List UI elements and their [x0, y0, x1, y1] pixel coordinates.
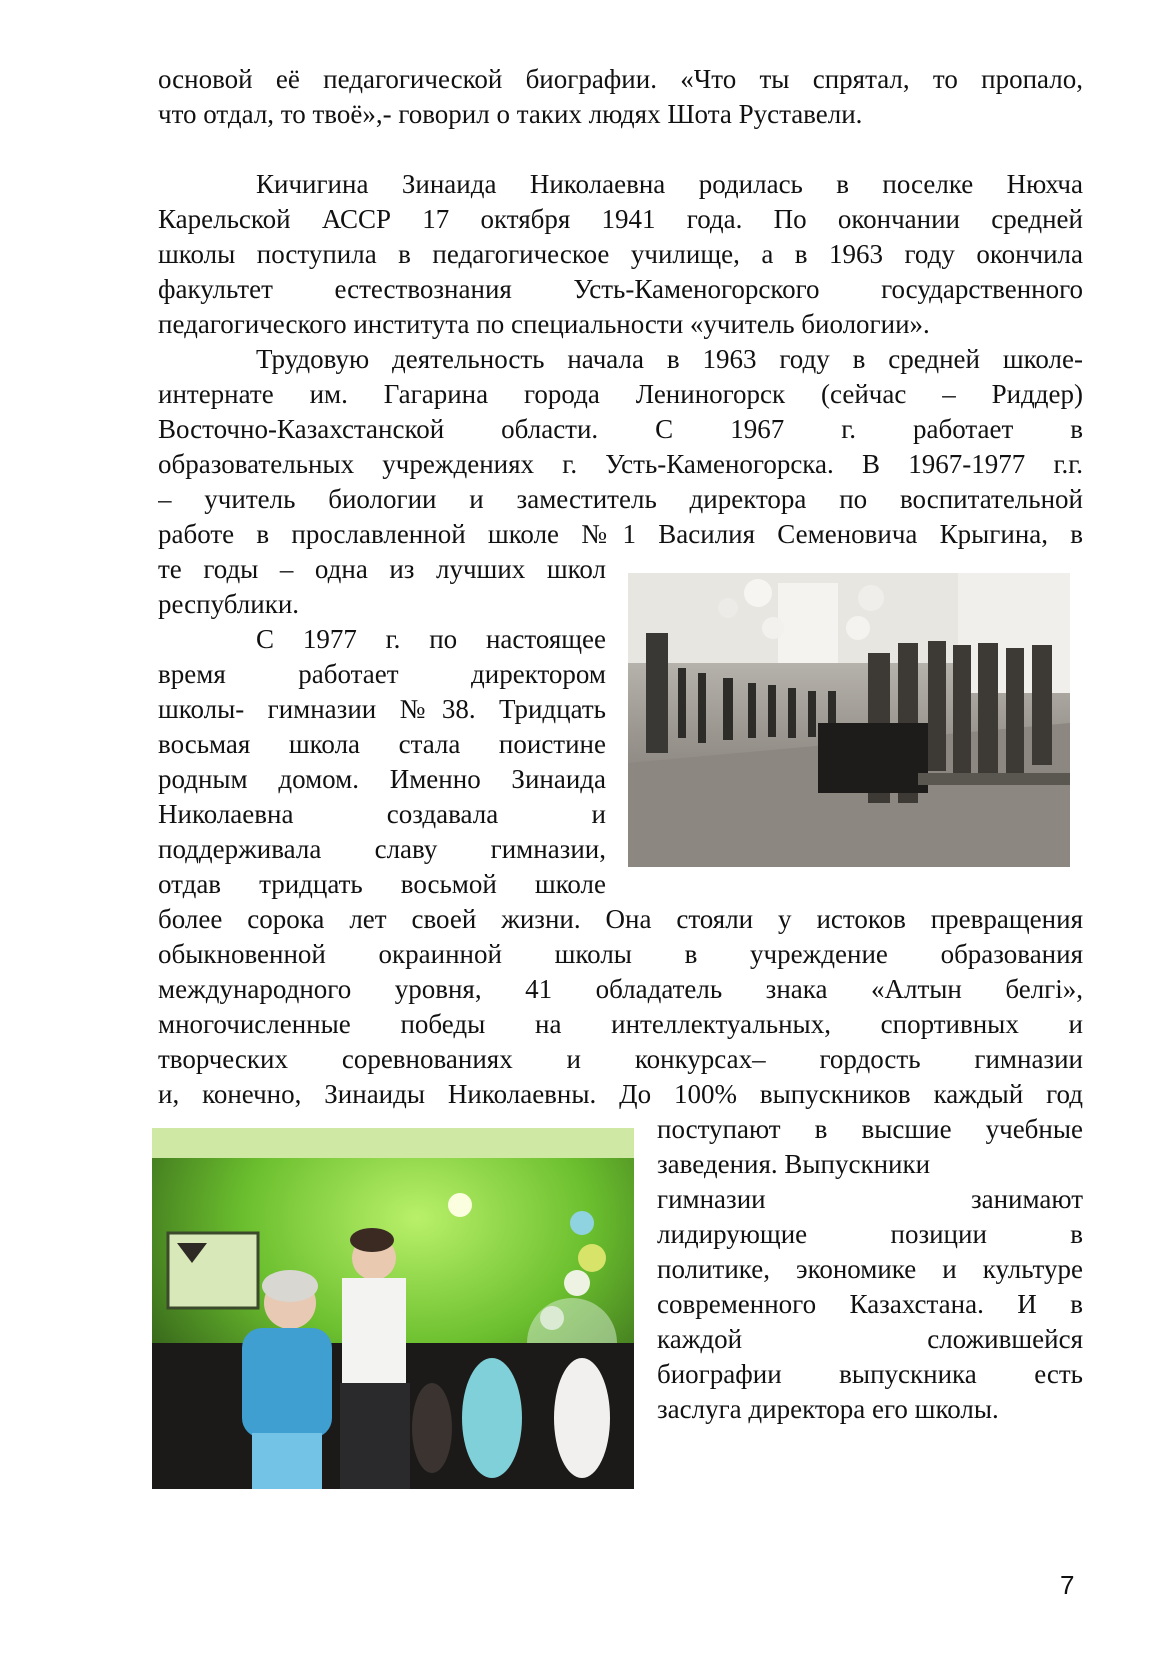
text-line: биографии выпускника есть	[657, 1359, 1083, 1389]
text-line: работе в прославленной школе №1 Василия Семеновича Крыгина, в	[158, 519, 1083, 549]
text-line: каждой сложившейся	[657, 1324, 1083, 1354]
text-line: творческих соревнованиях и конкурсах– гордость гимназии	[158, 1044, 1083, 1074]
text-line: лидирующие позиции в	[657, 1219, 1083, 1249]
text-line: те годы – одна из лучших школ	[158, 554, 606, 584]
text-line: обыкновенной окраинной школы в учреждение образования	[158, 939, 1083, 969]
text-line: и, конечно, Зинаиды Николаевны. До 100% выпускников каждый год	[158, 1079, 1083, 1109]
text-line: многочисленные победы на интеллектуальных, спортивных и	[158, 1009, 1083, 1039]
graduation-dance-photo-art	[152, 1128, 634, 1489]
text-line: Кичигина Зинаида Николаевна родилась в поселке Нюхча	[256, 169, 1083, 199]
school-assembly-photo-art	[628, 573, 1070, 867]
page-number: 7	[1060, 1570, 1075, 1600]
text-line: Трудовую деятельность начала в 1963 году в средней школе-	[256, 344, 1083, 374]
text-line: отдав тридцать восьмой школе	[158, 869, 606, 899]
text-line: время работает директором	[158, 659, 606, 689]
text-line: восьмая школа стала поистине	[158, 729, 606, 759]
text-line: Восточно-Казахстанской области. С 1967 г. работает в	[158, 414, 1083, 444]
text-line: более сорока лет своей жизни. Она стояли у истоков превращения	[158, 904, 1083, 934]
text-line: основой её педагогической биографии. «Что ты спрятал, то пропало,	[158, 64, 1083, 94]
text-line: Карельской АССР 17 октября 1941 года. По окончании средней	[158, 204, 1083, 234]
text-line: факультет естествознания Усть-Каменогорского государственного	[158, 274, 1083, 304]
text-line: гимназии занимают	[657, 1184, 1083, 1214]
text-line: родным домом. Именно Зинаида	[158, 764, 606, 794]
text-line: педагогического института по специальности «учитель биологии».	[158, 309, 930, 339]
text-line: школы поступила в педагогическое училище, а в 1963 году окончила	[158, 239, 1083, 269]
text-line: современного Казахстана. И в	[657, 1289, 1083, 1319]
text-line: международного уровня, 41 обладатель знака «Алтын белгі»,	[158, 974, 1083, 1004]
school-assembly-photo	[628, 573, 1070, 867]
text-line: С 1977 г. по настоящее	[256, 624, 606, 654]
text-line: поддерживала славу гимназии,	[158, 834, 606, 864]
text-line: республики.	[158, 589, 300, 619]
text-line: Николаевна создавала и	[158, 799, 606, 829]
text-line: поступают в высшие учебные	[657, 1114, 1083, 1144]
text-line: что отдал, то твоё»,- говорил о таких людях Шота Руставели.	[158, 99, 863, 129]
text-line: политике, экономике и культуре	[657, 1254, 1083, 1284]
text-line: интернате им. Гагарина города Лениногорск (сейчас – Риддер)	[158, 379, 1083, 409]
text-line: – учитель биологии и заместитель директора по воспитательной	[158, 484, 1083, 514]
graduation-dance-photo	[152, 1128, 634, 1489]
text-line: заслуга директора его школы.	[657, 1394, 999, 1424]
text-line: образовательных учреждениях г. Усть-Каменогорска. В 1967-1977 г.г.	[158, 449, 1083, 479]
text-line: заведения. Выпускники	[657, 1149, 931, 1179]
text-line: школы- гимназии №38. Тридцать	[158, 694, 606, 724]
